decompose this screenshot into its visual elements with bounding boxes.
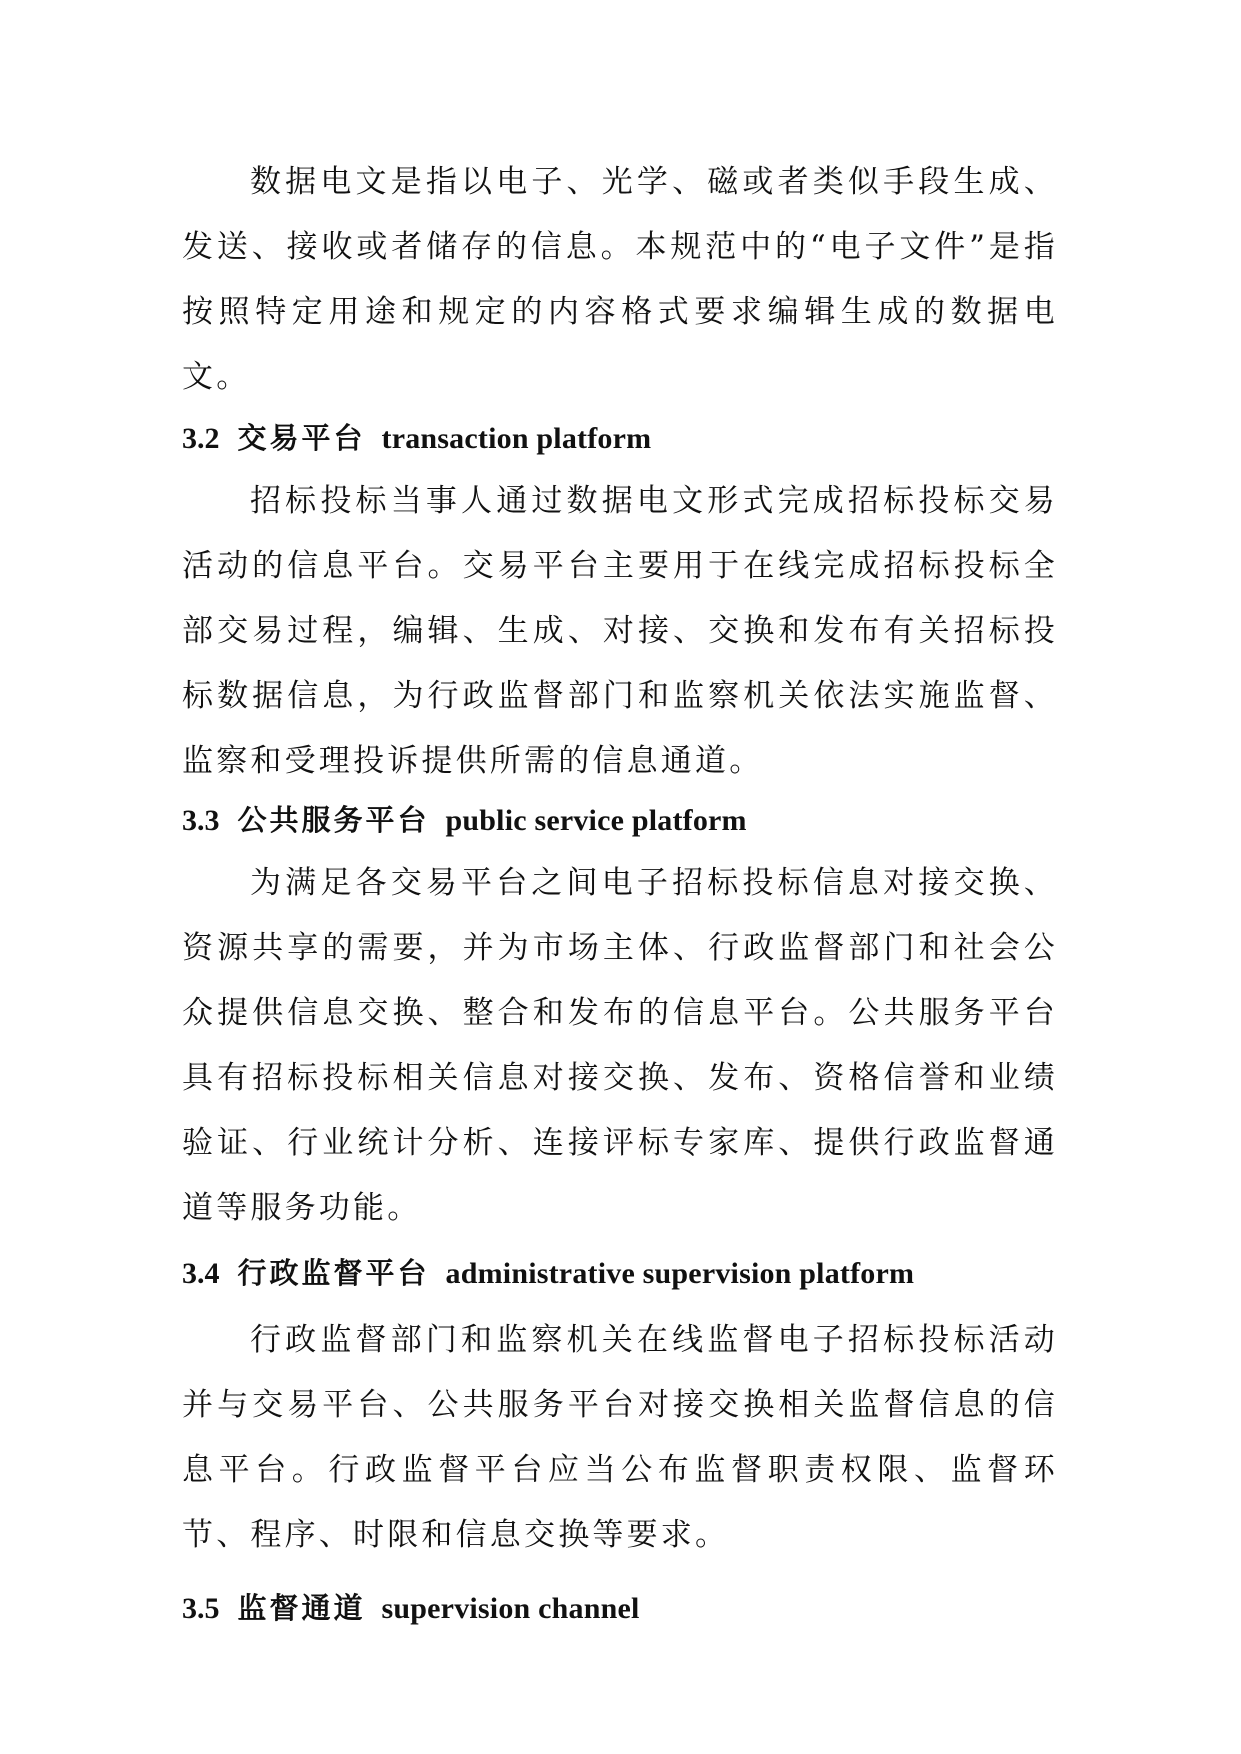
section-number: 3.4 xyxy=(182,1257,220,1290)
section-title-en: supervision channel xyxy=(381,1592,640,1625)
paragraph-public-service-platform: 为满足各交易平台之间电子招标投标信息对接交换、资源共享的需要，并为市场主体、行政监督部门和社会公众提供信息交换、整合和发布的信息平台。公共服务平台具有招标投标相关信息对接交换、发布、资格信誉和业绩验证、行业统计分析、连接评标专家库、提供行政监督通道等服务功能。 xyxy=(182,865,1058,1226)
section-number: 3.3 xyxy=(182,804,220,837)
section-heading-3-3 xyxy=(182,790,1058,851)
section-title-zh: 交易平台 xyxy=(237,421,366,455)
section-title-zh: 公共服务平台 xyxy=(237,803,430,837)
section-title-en: transaction platform xyxy=(381,422,652,455)
document-body xyxy=(182,150,1058,1639)
paragraph-transaction-platform: 招标投标当事人通过数据电文形式完成招标投标交易活动的信息平台。交易平台主要用于在线完成招标投标全部交易过程，编辑、生成、对接、交换和发布有关招标投标数据信息，为行政监督部门和监察机关依法实施监督、监察和受理投诉提供所需的信息通道。 xyxy=(182,483,1058,779)
paragraph-administrative-supervision-platform: 行政监督部门和监察机关在线监督电子招标投标活动并与交易平台、公共服务平台对接交换相关监督信息的信息平台。行政监督平台应当公布监督职责权限、监督环节、程序、时限和信息交换等要求。 xyxy=(182,1322,1058,1553)
section-heading-3-2 xyxy=(182,408,1058,469)
section-title-en: public service platform xyxy=(445,804,747,837)
paragraph-data-message-definition: 数据电文是指以电子、光学、磁或者类似手段生成、发送、接收或者储存的信息。本规范中的“电子文件”是指按照特定用途和规定的内容格式要求编辑生成的数据电文。 xyxy=(182,164,1058,395)
section-number: 3.5 xyxy=(182,1592,220,1625)
section-title-en: administrative supervision platform xyxy=(445,1257,915,1290)
section-heading-3-4 xyxy=(182,1243,1058,1304)
section-title-zh: 行政监督平台 xyxy=(237,1256,430,1290)
section-heading-3-5 xyxy=(182,1578,1058,1639)
section-title-zh: 监督通道 xyxy=(237,1591,366,1625)
section-number: 3.2 xyxy=(182,422,220,455)
